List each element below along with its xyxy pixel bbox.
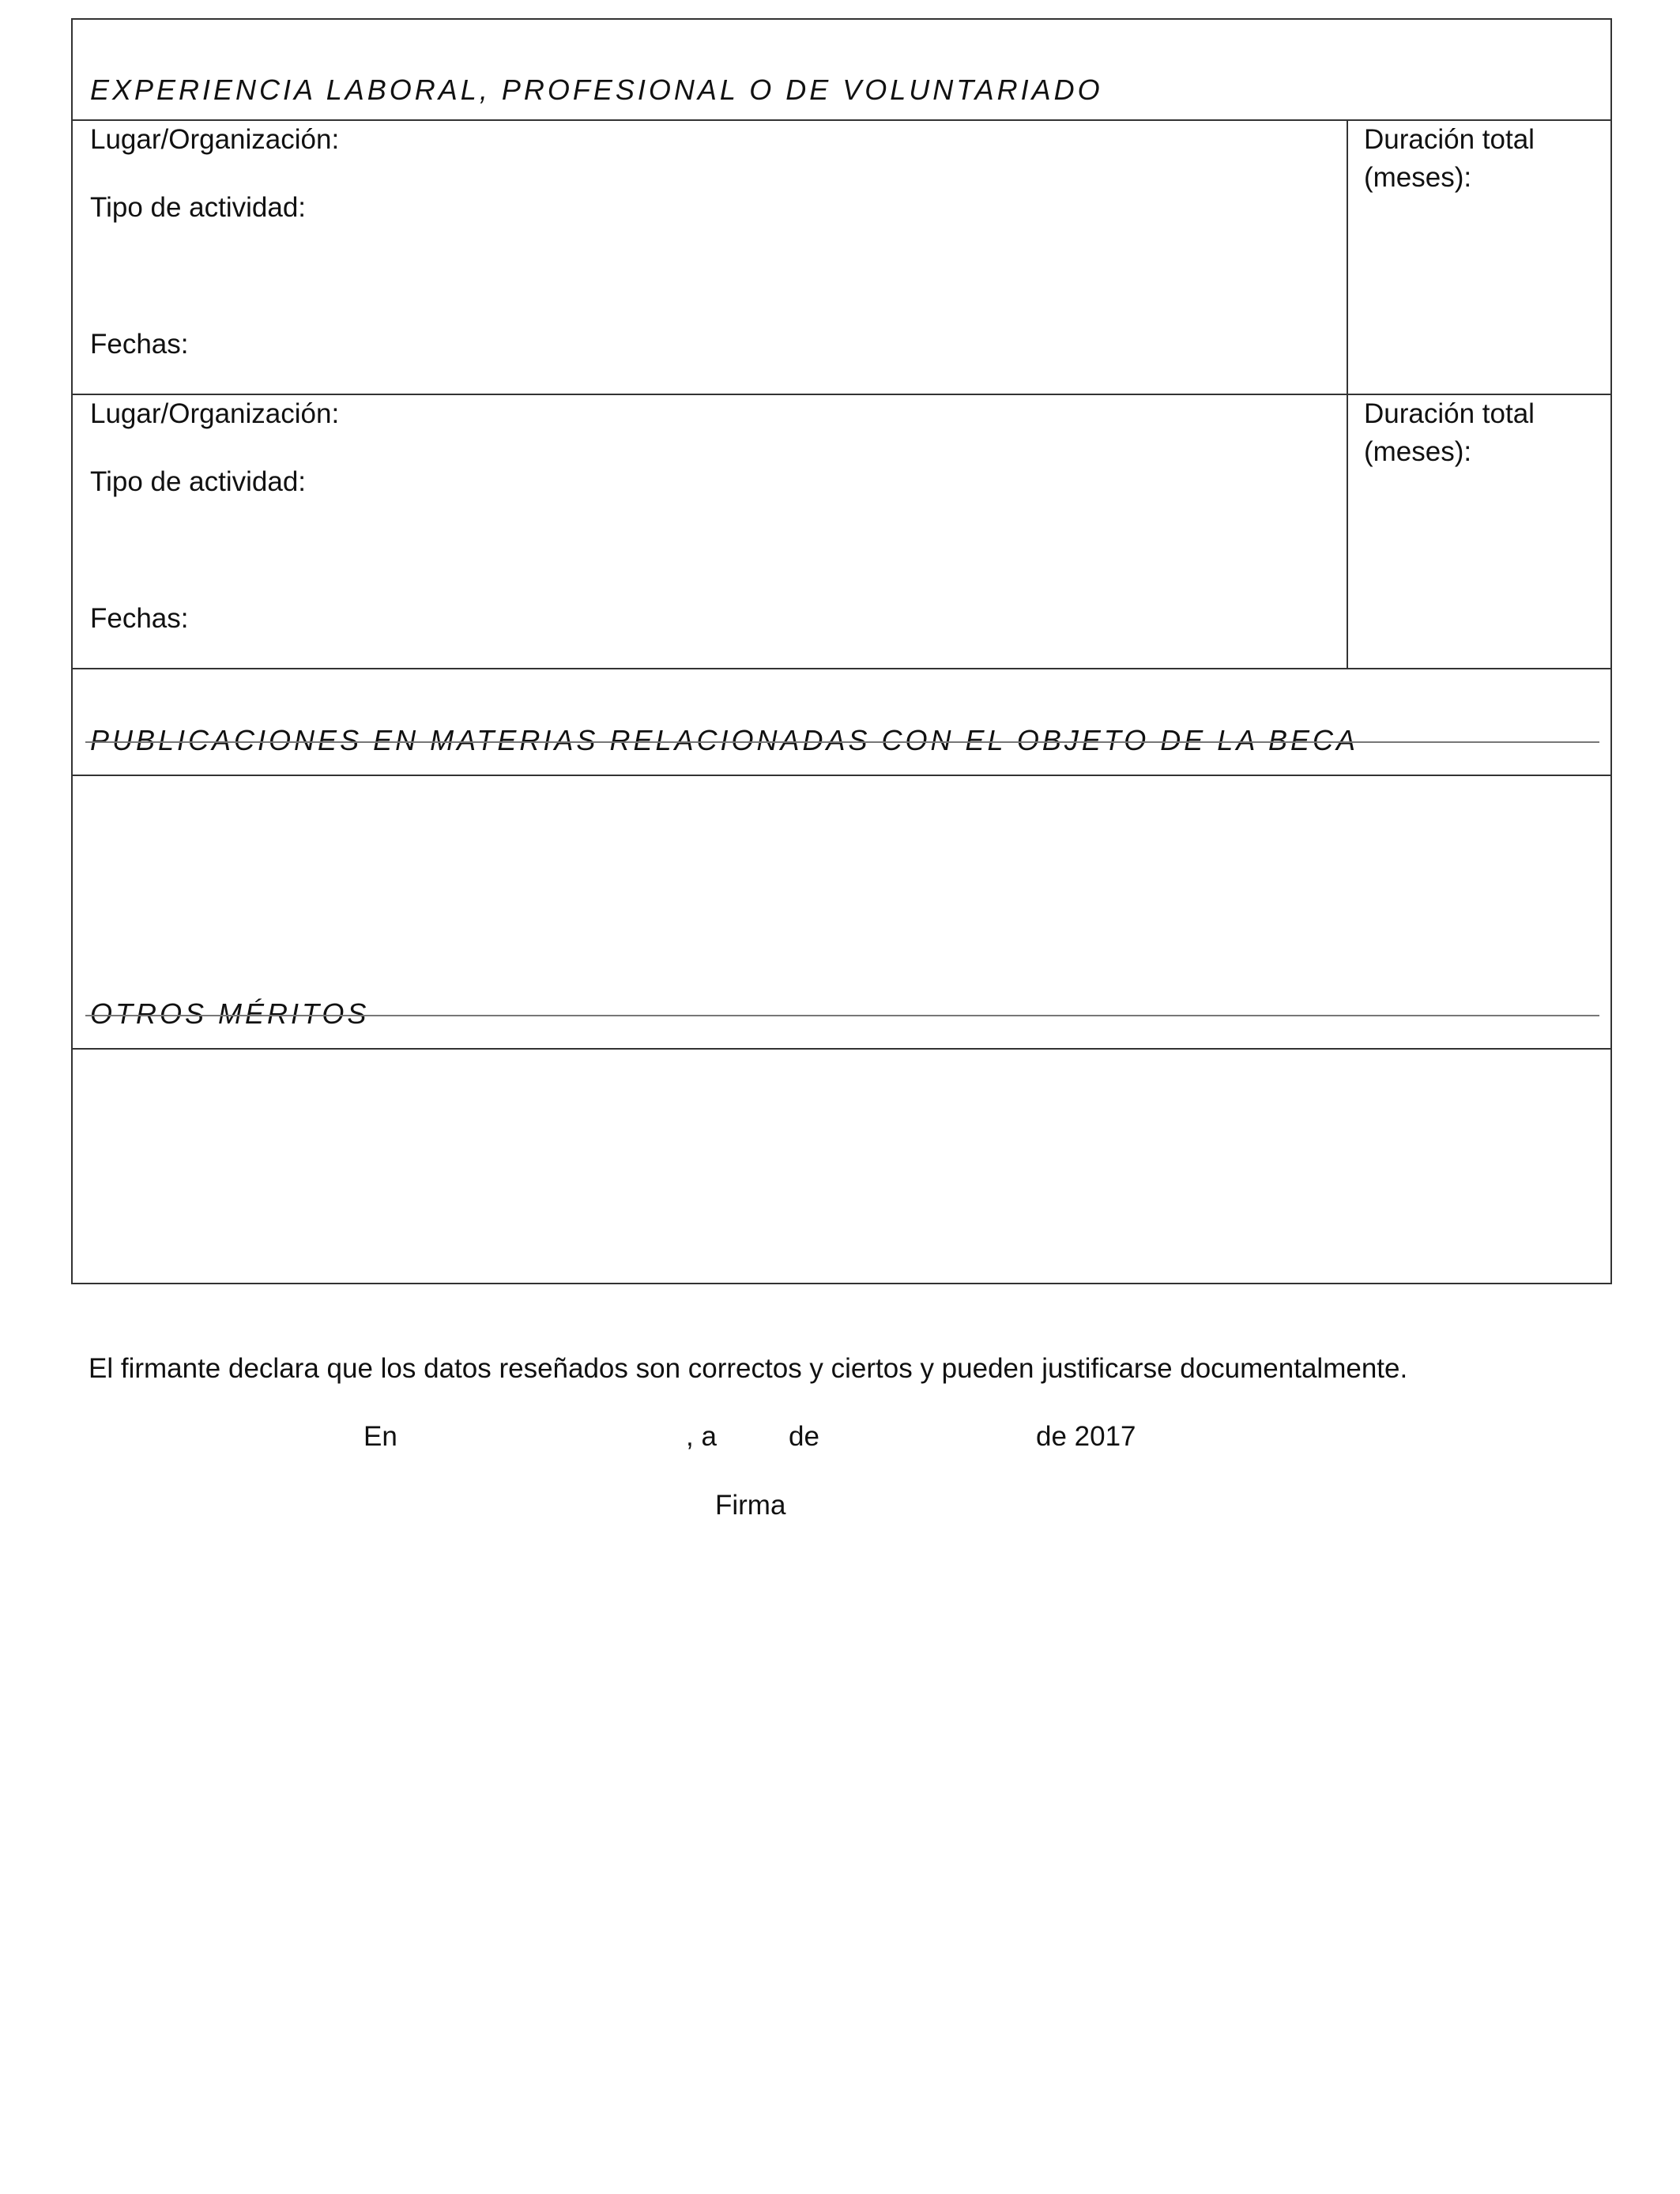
form-table xyxy=(71,18,1612,1284)
place-label: Lugar/Organización: xyxy=(90,124,340,155)
dates-label: Fechas: xyxy=(90,329,189,360)
divider xyxy=(73,775,1610,776)
year-text: de 2017 xyxy=(1036,1421,1136,1452)
activity-type-label: Tipo de actividad: xyxy=(90,466,307,497)
dates-label: Fechas: xyxy=(90,603,189,634)
activity-type-label: Tipo de actividad: xyxy=(90,192,307,223)
total-duration-label: Duración total (meses): xyxy=(1364,398,1535,467)
heading-underline xyxy=(85,1015,1599,1016)
declaration-text: El firmante declara que los datos reseñados son correctos y ciertos y pueden justificarse documentalmente. xyxy=(89,1353,1408,1384)
signature-label: Firma xyxy=(715,1490,786,1521)
place-label: Lugar/Organización: xyxy=(90,398,340,429)
month-prefix: de xyxy=(789,1421,819,1452)
place-prefix: En xyxy=(363,1421,397,1452)
experience-section-heading: EXPERIENCIA LABORAL, PROFESIONAL O DE VOLUNTARIADO xyxy=(90,74,1103,106)
column-divider xyxy=(1347,119,1348,668)
divider xyxy=(73,668,1610,669)
heading-underline xyxy=(85,741,1599,743)
other-merits-section-heading: OTROS MÉRITOS xyxy=(90,997,370,1030)
day-prefix: , a xyxy=(686,1421,717,1452)
publications-section-heading: PUBLICACIONES EN MATERIAS RELACIONADAS CON EL OBJETO DE LA BECA xyxy=(90,724,1359,756)
total-duration-label: Duración total (meses): xyxy=(1364,124,1535,193)
divider xyxy=(73,1048,1610,1050)
